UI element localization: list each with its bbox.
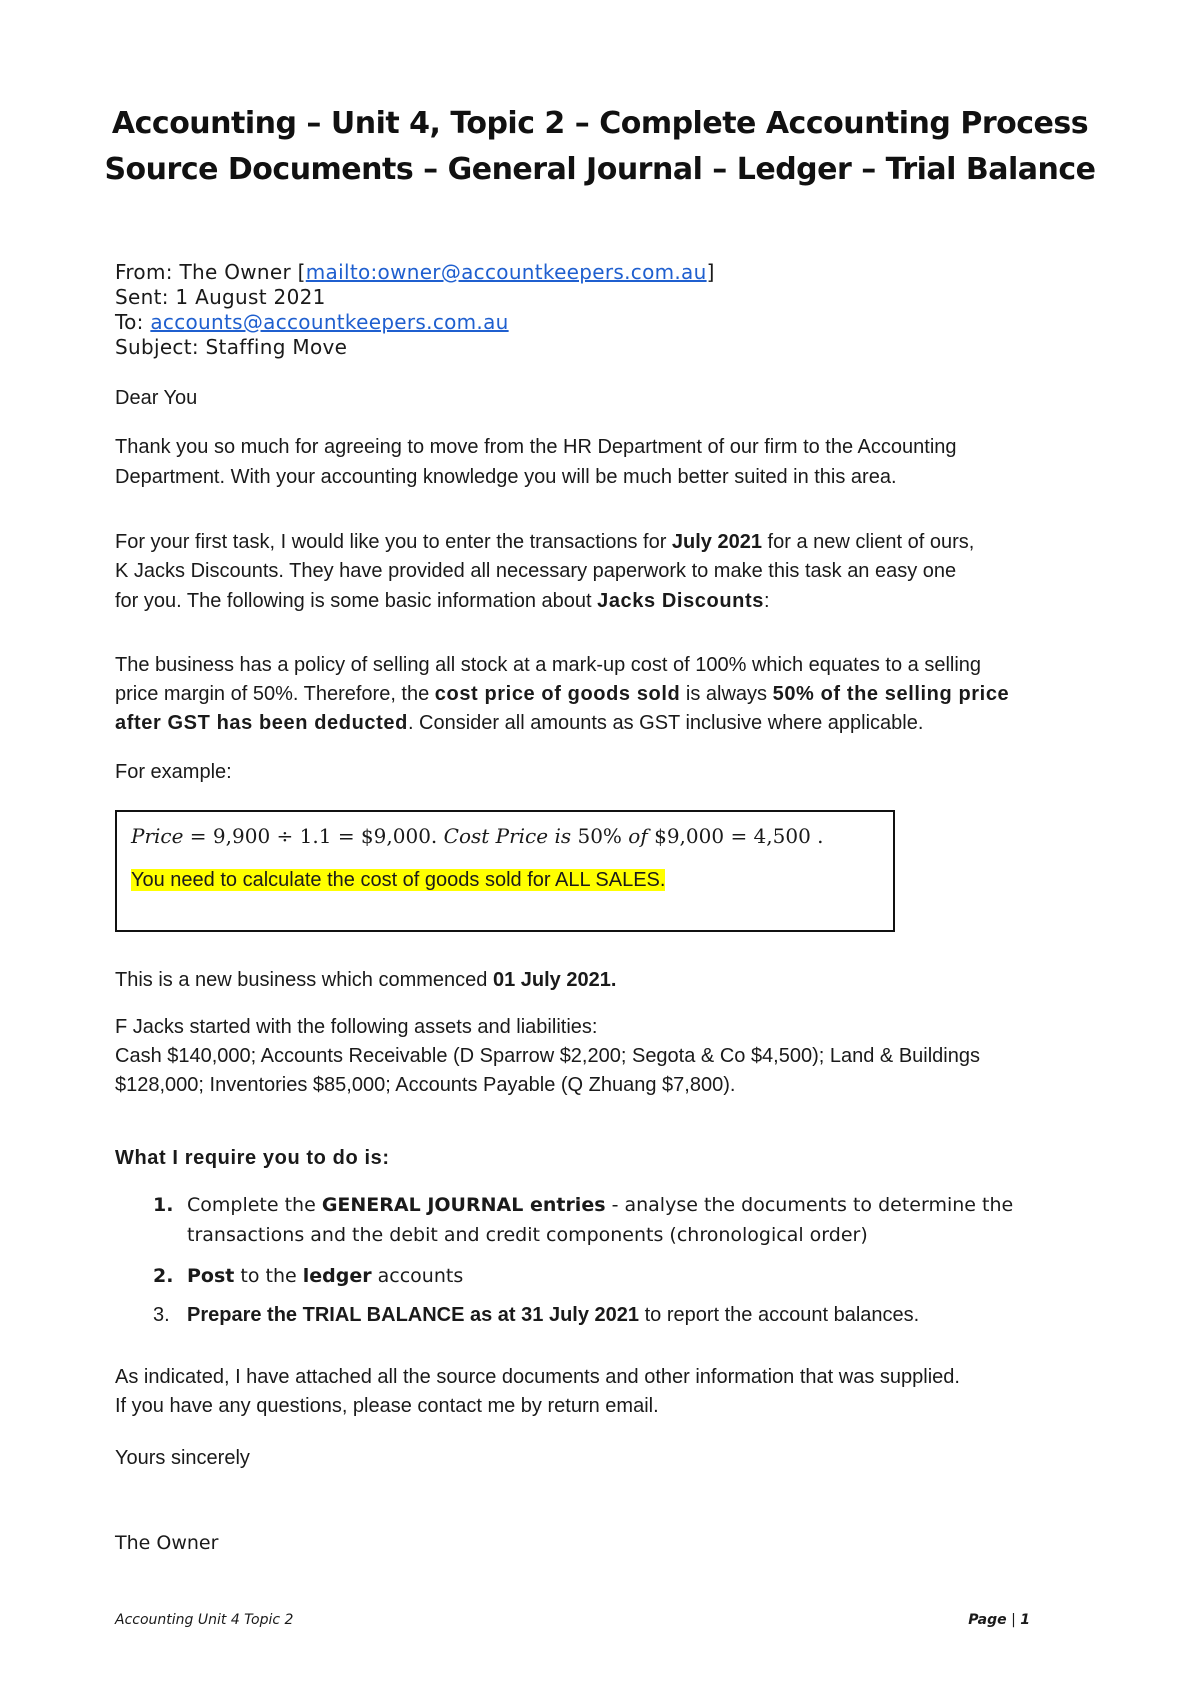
footer-page-number (968, 1612, 1030, 1628)
text-span: This is a new business which commenced (115, 969, 493, 991)
text-span: - analyse the documents to determine the (605, 1194, 1014, 1216)
bold-text: cost price of goods sold (434, 683, 681, 705)
page-number: 1 (1020, 1612, 1030, 1628)
formula-text: $9,000 = 4,500 . (647, 824, 824, 848)
email-subject-line: Subject: Staffing Move (115, 335, 348, 359)
bold-text: 50% of the selling price (772, 683, 1010, 705)
assets-line-2: Cash $140,000; Accounts Receivable (D Sparrow $2,200; Segota & Co $4,500); Land & Buildings (115, 1045, 980, 1067)
assets-line-3: $128,000; Inventories $85,000; Accounts Payable (Q Zhuang $7,800). (115, 1074, 736, 1096)
greeting: Dear You (115, 387, 198, 409)
bold-text: after GST has been deducted (115, 712, 408, 734)
sign-off: Yours sincerely (115, 1447, 250, 1469)
text-span: is always (680, 683, 773, 705)
paragraph-3-line-3 (115, 708, 923, 738)
bold-text: Prepare the TRIAL BALANCE as at 31 July 2021 (187, 1304, 640, 1326)
bold-text: Jacks Discounts (597, 590, 764, 612)
task-item-2 (115, 1261, 463, 1291)
task-item-1 (115, 1190, 1013, 1220)
footer-left: Accounting Unit 4 Topic 2 (115, 1612, 294, 1628)
separator: | (1006, 1612, 1021, 1628)
formula-term: Price (131, 824, 184, 848)
list-number: 3. (153, 1304, 170, 1326)
email-to-label: To: (115, 310, 151, 334)
list-number: 1. (153, 1194, 174, 1216)
formula-text: = 9,900 ÷ 1.1 = $9,000. (183, 824, 444, 848)
closing-line-2: If you have any questions, please contact me by return email. (115, 1395, 659, 1417)
text-span: to the (234, 1265, 303, 1287)
task-item-1-continued: transactions and the debit and credit components (chronological order) (187, 1224, 868, 1246)
bold-text: Post (187, 1265, 235, 1287)
text-span: For your first task, I would like you to enter the transactions for (115, 531, 672, 553)
example-box (115, 810, 895, 932)
text-span: Complete the (187, 1194, 322, 1216)
closing-line-1: As indicated, I have attached all the source documents and other information that was supplied. (115, 1366, 960, 1388)
email-from-link[interactable]: mailto:owner@accountkeepers.com.au (305, 260, 707, 284)
text-span: to report the account balances. (639, 1304, 920, 1326)
bold-text: GENERAL JOURNAL entries (321, 1194, 606, 1216)
assets-line-1: F Jacks started with the following assets and liabilities: (115, 1016, 598, 1038)
email-from-label: From: The Owner [ (115, 260, 306, 284)
bold-text: 01 July 2021. (492, 969, 617, 991)
email-sent-line: Sent: 1 August 2021 (115, 285, 326, 309)
bold-text: July 2021 (671, 531, 762, 553)
text-span: accounts (371, 1265, 464, 1287)
list-number: 2. (153, 1265, 174, 1287)
paragraph-3-line-2 (115, 679, 1009, 709)
commenced-line (115, 965, 616, 995)
text-span: for a new client of ours, (761, 531, 975, 553)
email-from-close: ] (706, 260, 715, 284)
email-to-link[interactable]: accounts@accountkeepers.com.au (150, 310, 509, 334)
highlight-note-line (131, 869, 665, 892)
paragraph-3-line-1: The business has a policy of selling all stock at a mark-up cost of 100% which equates to a selling (115, 654, 982, 676)
page-label: Page (968, 1612, 1007, 1628)
text-span: : (763, 590, 770, 612)
paragraph-2-line-1 (115, 527, 974, 557)
highlighted-note: You need to calculate the cost of goods sold for ALL SALES. (131, 869, 666, 891)
paragraph-1-line-2: Department. With your accounting knowledge you will be much better suited in this area. (115, 466, 897, 488)
text-span: for you. The following is some basic information about (115, 590, 598, 612)
requirements-heading: What I require you to do is: (115, 1147, 390, 1169)
formula-term: of (628, 824, 648, 848)
for-example-label: For example: (115, 761, 232, 783)
signature: The Owner (115, 1532, 219, 1554)
document-title-line-1: Accounting – Unit 4, Topic 2 – Complete Accounting Process (111, 106, 1089, 141)
formula-term: Cost Price is (443, 824, 572, 848)
paragraph-1-line-1: Thank you so much for agreeing to move from the HR Department of our firm to the Accounting (115, 436, 957, 458)
formula-text: 50% (571, 824, 629, 848)
paragraph-2-line-3 (115, 586, 770, 616)
text-span: price margin of 50%. Therefore, the (115, 683, 435, 705)
paragraph-2-line-2: K Jacks Discounts. They have provided all necessary paperwork to make this task an easy one (115, 560, 957, 582)
document-title-line-2: Source Documents – General Journal – Ledger – Trial Balance (104, 152, 1096, 187)
example-formula (131, 824, 824, 848)
task-item-3 (115, 1300, 919, 1330)
bold-text: ledger (302, 1265, 372, 1287)
text-span: . Consider all amounts as GST inclusive where applicable. (407, 712, 924, 734)
